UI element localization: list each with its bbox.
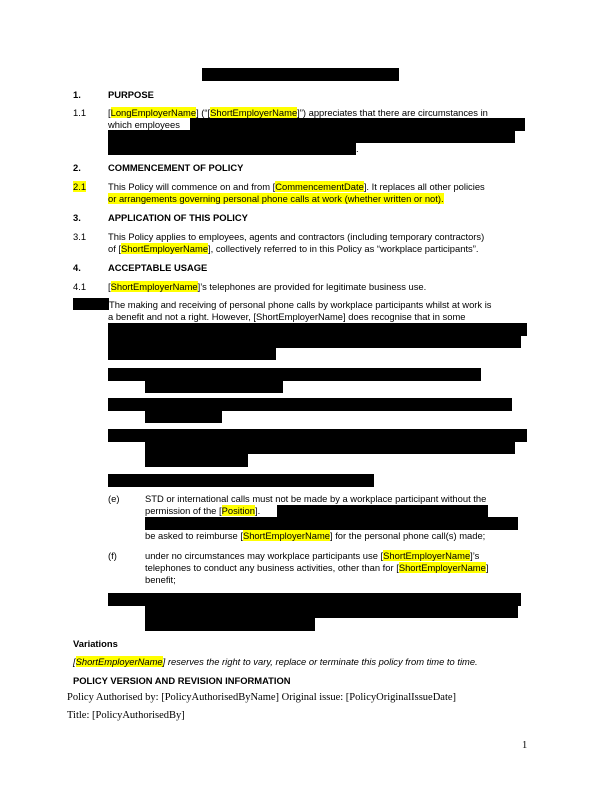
field-short-employer-name: ShortEmployerName (383, 550, 471, 561)
section-heading: PURPOSE (108, 89, 154, 100)
redacted-block (145, 380, 283, 393)
redacted-clause-number (73, 298, 109, 310)
redacted-block (145, 441, 515, 454)
highlighted-clause-number: 2.1 (73, 181, 87, 192)
section-number: 4. (73, 262, 81, 273)
section-heading: ACCEPTABLE USAGE (108, 262, 208, 273)
redacted-block (145, 454, 248, 467)
policy-title-line: Title: [PolicyAuthorisedBy] (67, 710, 185, 721)
redacted-block (108, 142, 356, 155)
policy-authorised-line: Policy Authorised by: [PolicyAuthorisedByName] Original issue: [PolicyOriginalIssueDate] (67, 692, 457, 703)
clause-text: This Policy applies to employees, agents and contractors (including temporary contractors) (108, 231, 485, 242)
redacted-block (145, 410, 222, 423)
redacted-block (145, 618, 315, 631)
clause-text (108, 107, 488, 120)
clause-number: 4.1 (73, 281, 87, 292)
text-fragment: ] reserves the right to vary, replace or terminate this policy from time to time. (162, 656, 478, 667)
redacted-block (108, 347, 276, 360)
text-fragment: [ (108, 281, 111, 292)
redacted-block (145, 517, 518, 530)
text-fragment: ], collectively referred to in this Policy as “workplace participants”. (208, 243, 479, 254)
clause-text (108, 193, 444, 206)
clause-text: The making and receiving of personal phone calls by workplace participants whilst at work is (109, 299, 492, 310)
section-number: 2. (73, 162, 81, 173)
text-fragment: telephones to conduct any business activities, other than for [ (145, 562, 399, 573)
section-heading: APPLICATION OF THIS POLICY (108, 212, 248, 223)
field-short-employer-name: ShortEmployerName (398, 562, 486, 573)
item-text: benefit; (145, 574, 176, 585)
clause-text (108, 281, 426, 294)
item-text (145, 505, 260, 518)
page-number: 1 (522, 740, 528, 751)
clause-number: 1.1 (73, 107, 87, 118)
text-fragment: ]’s telephones are provided for legitimate business use. (197, 281, 427, 292)
clause-text: . (356, 143, 359, 154)
text-fragment: of [ (108, 243, 122, 254)
clause-text: a benefit and not a right. However, [ShortEmployerName] does recognise that in some (108, 311, 466, 322)
section-number: 1. (73, 89, 81, 100)
field-short-employer-name: ShortEmployerName (121, 243, 209, 254)
redacted-block (108, 474, 374, 487)
clause-number: 3.1 (73, 231, 87, 242)
text-fragment: be asked to reimburse [ (145, 530, 243, 541)
text-fragment: ]”) appreciates that there are circumstances in (297, 107, 488, 118)
text-fragment: ]. It replaces all other policies (363, 181, 485, 192)
section-number: 3. (73, 212, 81, 223)
text-fragment: [ (108, 107, 111, 118)
field-position: Position (221, 505, 255, 516)
redacted-title (202, 68, 399, 81)
field-short-employer-name: ShortEmployerName (242, 530, 330, 541)
highlighted-text: or arrangements governing personal phone calls at work (whether written or not). (108, 193, 444, 204)
text-fragment: This Policy will commence on and from [ (108, 181, 276, 192)
variations-heading: Variations (73, 638, 118, 649)
item-text: STD or international calls must not be made by a workplace participant without the (145, 493, 487, 504)
variations-text (73, 656, 478, 669)
item-label: (e) (108, 493, 120, 504)
text-fragment: ]’s (470, 550, 480, 561)
clause-text: which employees (108, 119, 180, 130)
text-fragment: ] (“[ (196, 107, 211, 118)
item-text (145, 550, 479, 563)
clause-text (108, 243, 478, 256)
clause-number (73, 181, 86, 194)
text-fragment: ]. (254, 505, 261, 516)
text-fragment: permission of the [ (145, 505, 222, 516)
revision-heading: POLICY VERSION AND REVISION INFORMATION (73, 675, 291, 686)
field-commencement-date: CommencementDate (275, 181, 364, 192)
redacted-block (145, 605, 518, 618)
section-heading: COMMENCEMENT OF POLICY (108, 162, 244, 173)
field-short-employer-name: ShortEmployerName (75, 656, 163, 667)
text-fragment: ] for the personal phone call(s) made; (329, 530, 486, 541)
item-text (145, 562, 488, 575)
text-fragment: [ (73, 656, 76, 667)
field-long-employer-name: LongEmployerName (110, 107, 197, 118)
field-short-employer-name: ShortEmployerName (210, 107, 298, 118)
item-text (145, 530, 485, 543)
clause-text (108, 181, 485, 194)
field-short-employer-name: ShortEmployerName (110, 281, 198, 292)
text-fragment: under no circumstances may workplace participants use [ (145, 550, 384, 561)
text-fragment: ] (485, 562, 489, 573)
item-label: (f) (108, 550, 117, 561)
